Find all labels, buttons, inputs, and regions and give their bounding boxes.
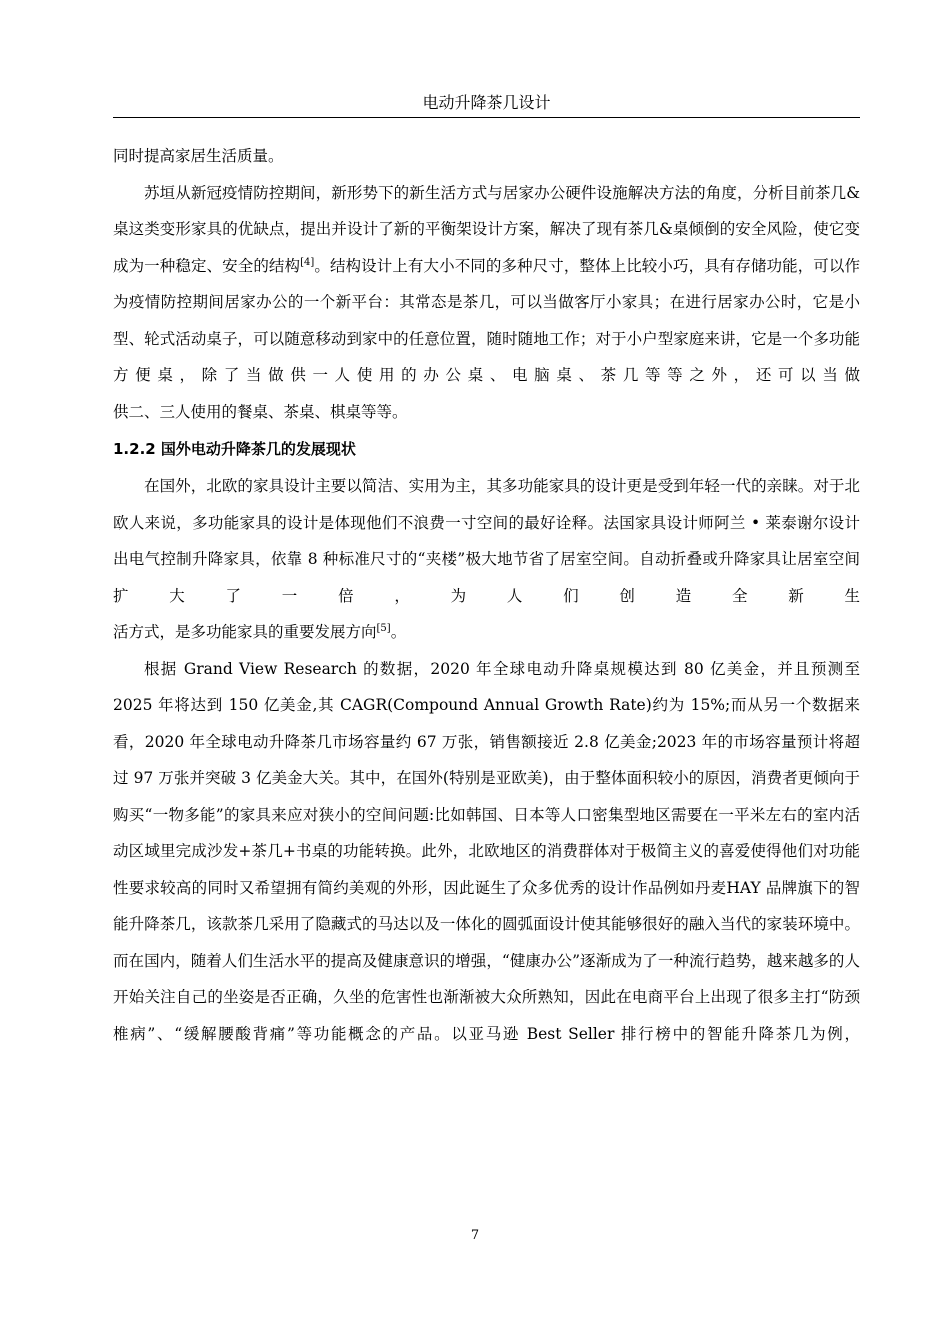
paragraph-text: 同时提高家居生活质量。 (113, 147, 284, 165)
body-text (113, 138, 860, 1052)
section-heading: 1.2.2 国外电动升降茶几的发展现状 (113, 440, 356, 458)
paragraph-market-data (113, 651, 860, 1053)
citation-ref[interactable]: [4] (300, 256, 315, 268)
paragraph-text: 。 (390, 623, 407, 641)
paragraph-continued (113, 138, 860, 175)
paragraph-nordic-last-line (113, 614, 860, 651)
paragraph-nordic (113, 468, 860, 614)
page-number: 7 (470, 1228, 480, 1243)
paragraph-su-yuan (113, 175, 860, 394)
paragraph-su-yuan-last-line (113, 394, 860, 431)
header-rule (113, 117, 860, 118)
paragraph-text: 根据 Grand View Research 的数据，2020 年全球电动升降桌规模达到 80 亿美金，并且预测至 2025 年将达到 150 亿美金,其 CAGR(Compound Annual Growth Rate)约为 15%;而从另一个数据来看，2020 年全球电动升降茶几市场容量约 67 万张，销售额接近 2.8 亿美金;2023 年的市场容量预计将超过 97 万张并突破 3 亿美金大关。其中，在国外(特别是亚欧美)，由于整体面积较小的原因，消费者更倾向于购买“一物多能”的家具来应对狭小的空间问题:比如韩国、日本等人口密集型地区需要在一平米左右的室内活动区域里完成沙发+茶几+书桌的功能转换。此外，北欧地区的消费群体对于极简主义的喜爱使得他们对功能性要求较高的同时又希望拥有简约美观的外形，因此诞生了众多优秀的设计作品例如丹麦HAY 品牌旗下的智能升降茶几，该款茶几采用了隐藏式的马达以及一体化的圆弧面设计使其能够很好的融入当代的家装环境中。而在国内，随着人们生活水平的提高及健康意识的增强，“健康办公”逐渐成为了一种流行趋势，越来越多的人开始关注自己的坐姿是否正确，久坐的危害性也渐渐被大众所熟知，因此在电商平台上出现了很多主打“防颈椎病”、“缓解腰酸背痛”等功能概念的产品。以亚马逊 Best Seller 排行榜中的智能升降茶几为例， (113, 659, 860, 1043)
paragraph-text: 。结构设计上有大小不同的多种尺寸，整体上比较小巧，具有存储功能，可以作为疫情防控期间居家办公的一个新平台：其常态是茶几，可以当做客厅小家具；在进行居家办公时，它是小型、轮式活动桌子，可以随意移动到家中的任意位置，随时随地工作；对于小户型家庭来讲，它是一个多功能方便桌，除了当做供一人使用的办公桌、电脑桌、茶几等等之外，还可以当做 (113, 256, 860, 384)
running-header-title: 电动升降茶几设计 (422, 93, 551, 112)
paragraph-text: 在国外，北欧的家具设计主要以简洁、实用为主，其多功能家具的设计更是受到年轻一代的亲睐。对于北欧人来说，多功能家具的设计是体现他们不浪费一寸空间的最好诠释。法国家具设计师阿兰 • 莱泰谢尔设计出电气控制升降家具，依靠 8 种标准尺寸的“夹楼”极大地节省了居室空间。自动折叠或升降家具让居室空间扩大了一倍，为人们创造全新生 (113, 477, 860, 605)
paragraph-text: 供二、三人使用的餐桌、茶桌、棋桌等等。 (113, 402, 408, 421)
paragraph-text: 活方式，是多功能家具的重要发展方向 (113, 623, 377, 641)
paragraph-text: 苏垣从新冠疫情防控期间，新形势下的新生活方式与居家办公硬件设施解决方法的角度，分析目前茶几&桌这类变形家具的优缺点，提出并设计了新的平衡架设计方案，解决了现有茶几&桌倾倒的安全风险，使它变成为一种稳定、安全的结构 (113, 183, 860, 275)
citation-ref[interactable]: [5] (376, 622, 391, 634)
